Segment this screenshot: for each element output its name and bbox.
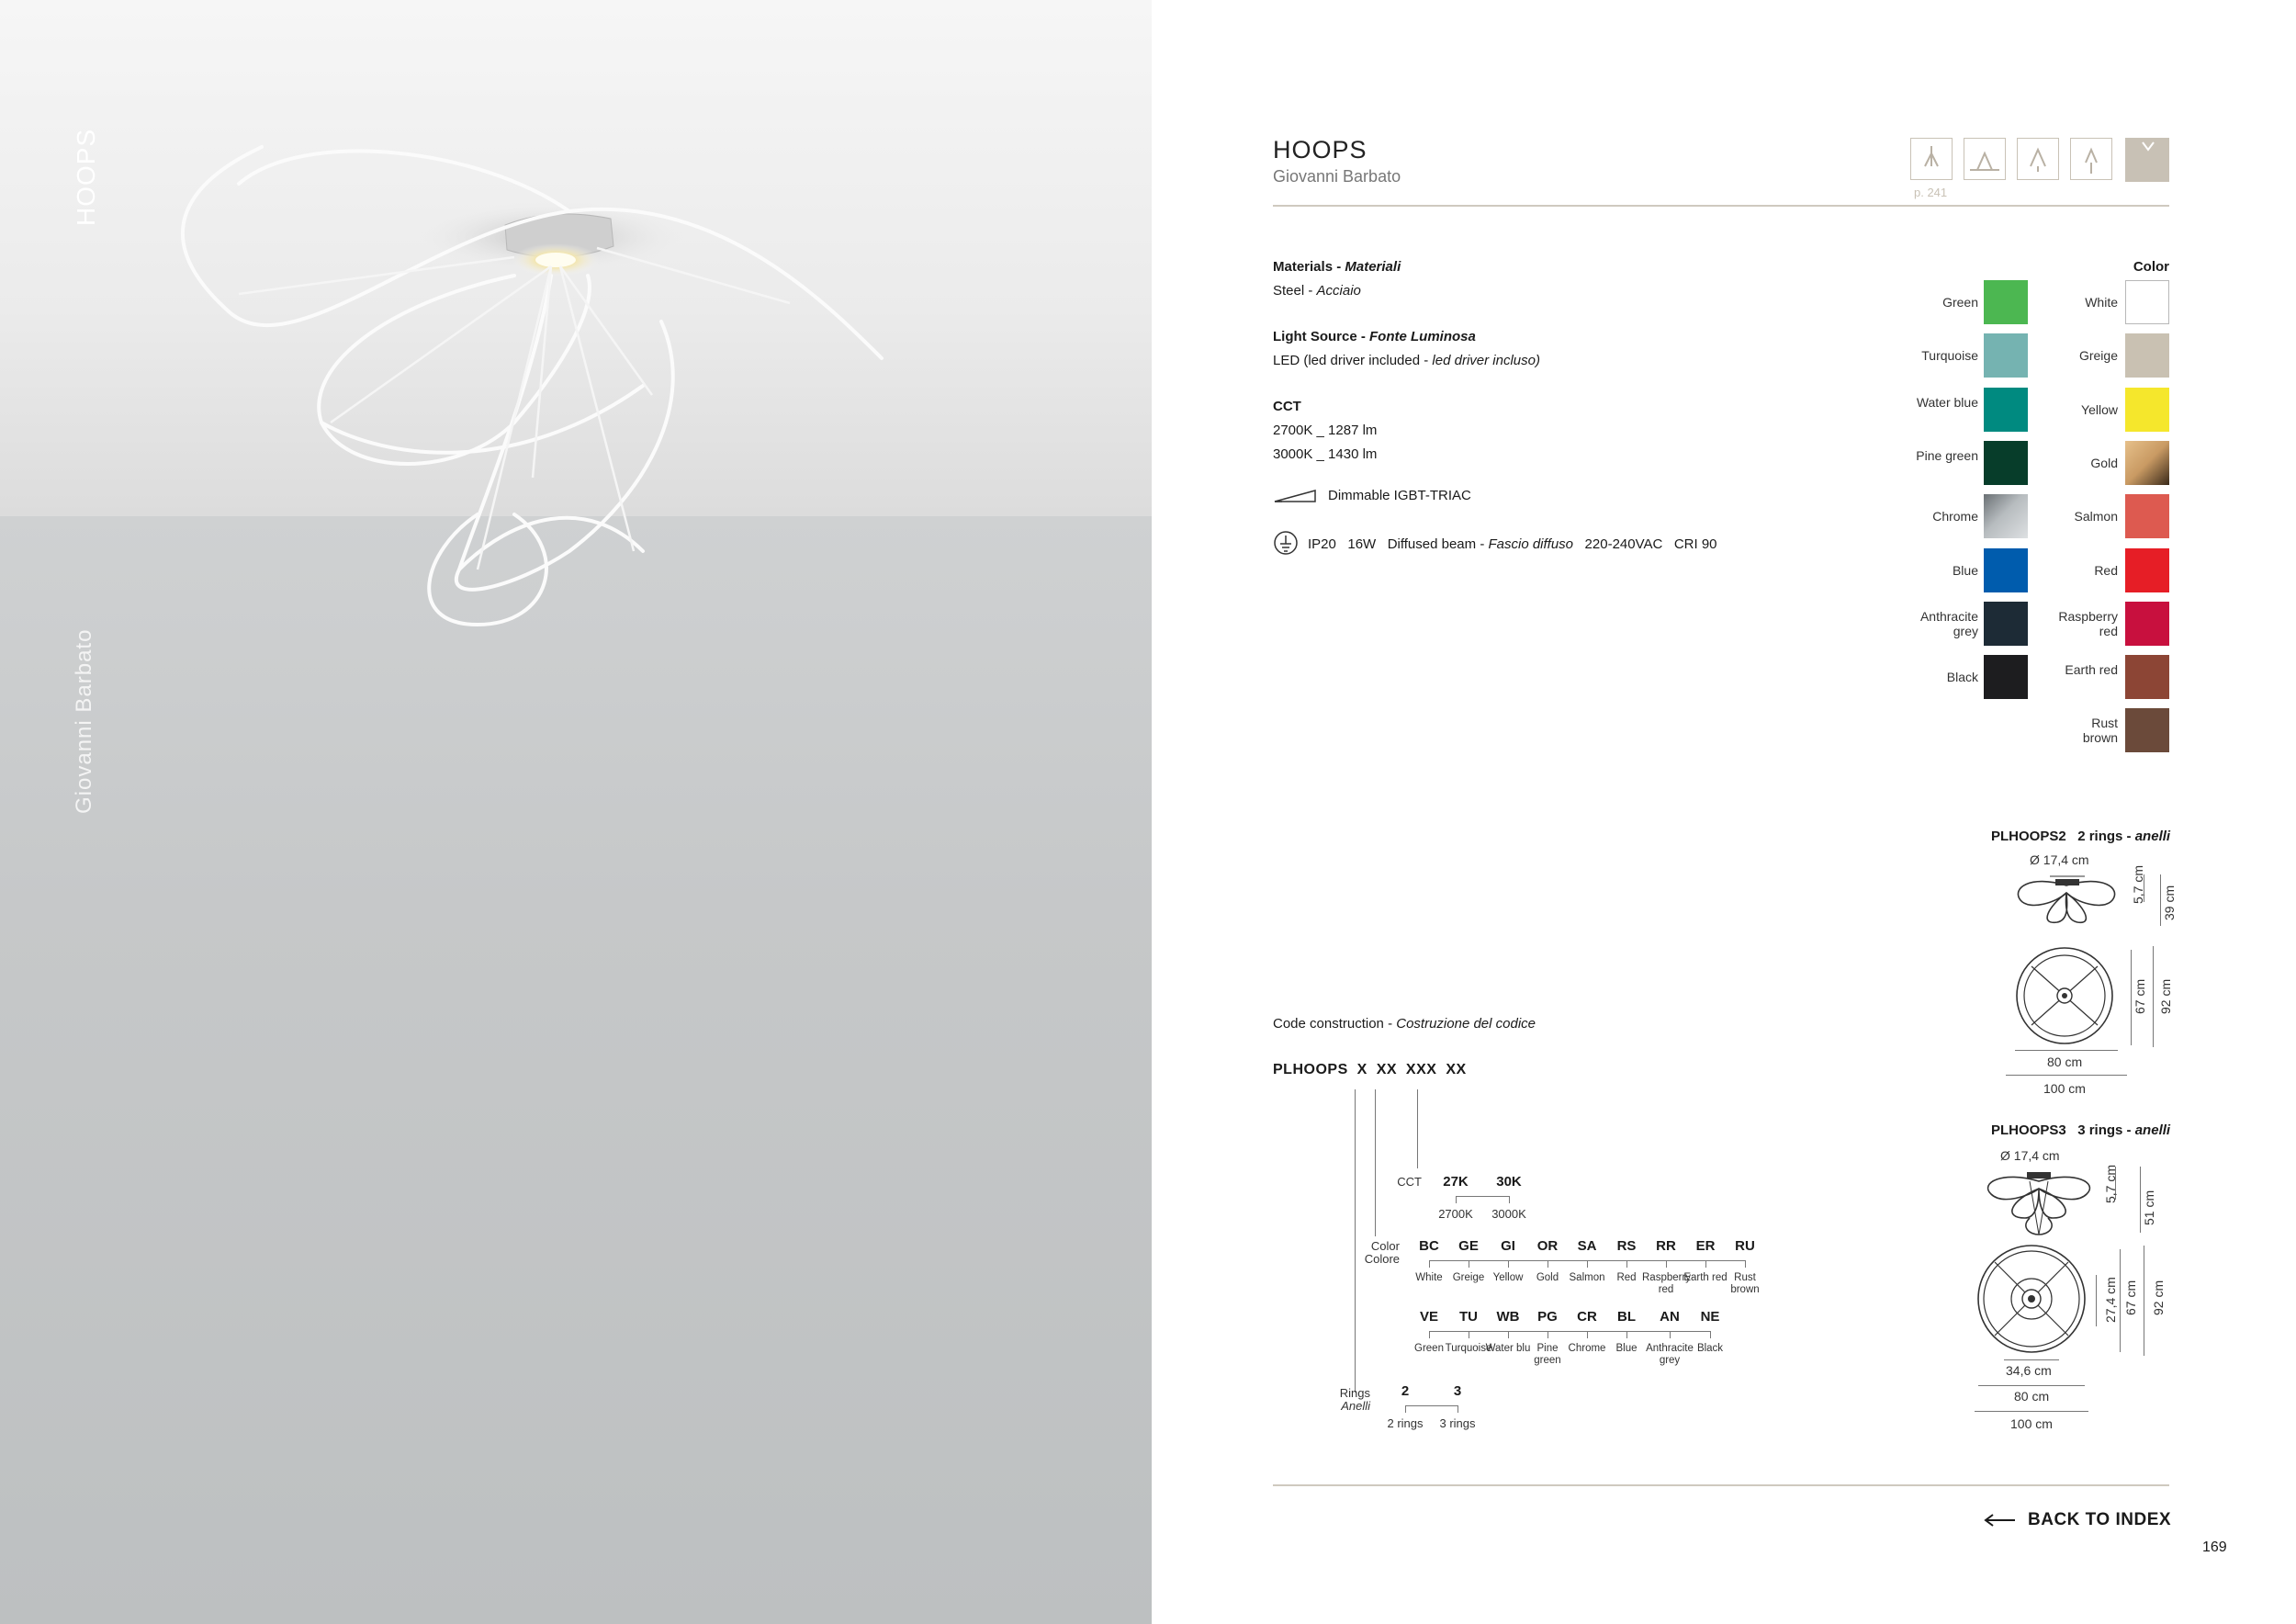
color-tick [1587,1260,1588,1268]
model2-h2-line [2140,1167,2141,1233]
cct-code-value: 3000K [1491,1207,1526,1221]
color-tick [1508,1260,1509,1268]
swatch-anthracite-grey[interactable] [1984,602,2028,646]
cct-tick [1509,1196,1510,1203]
color-code-value: Yellow [1492,1272,1524,1283]
swatch-label: Water blue [1916,394,1978,410]
swatch-label: Red [2094,562,2118,578]
swatch-pine-green[interactable] [1984,441,2028,485]
page-reference[interactable]: p. 241 [1914,186,1948,199]
color-tick [1429,1260,1430,1268]
swatch-label: Blue [1952,562,1978,578]
swatch-earth-red[interactable] [2125,655,2169,699]
swatch-water-blue[interactable] [1984,388,2028,432]
color-code-value: Red [1616,1272,1637,1283]
color-code-value: Chrome [1568,1343,1606,1354]
color-code-value: Salmon [1569,1272,1605,1283]
color-tick [1626,1331,1627,1338]
color-heading: Color [2133,259,2169,275]
rings-tick [1405,1405,1406,1413]
swatch-greige[interactable] [2125,333,2169,378]
materials-value: Steel - Acciaio [1273,283,1361,299]
swatch-label: White [2085,295,2118,310]
model2-w1: 80 cm [2014,1389,2050,1404]
materials-heading: Materials - Materiali [1273,259,1401,275]
model1-top-view [2011,946,2122,1049]
dimmable-icon [1273,487,1319,510]
ground-symbol-icon [1273,530,1299,560]
rings-code-value: 2 rings [1387,1416,1424,1430]
code-construction-title: Code construction - Costruzione del codice [1273,1016,1536,1032]
color-code-key: BC [1419,1238,1439,1254]
model1-h1: 5,7 cm [2131,864,2145,904]
swatch-white[interactable] [2125,280,2169,324]
swatch-label: Greige [2078,348,2118,364]
color-code-value: Gold [1536,1272,1559,1283]
swatch-red[interactable] [2125,548,2169,592]
color-code-key: CR [1577,1309,1597,1325]
model2-w0: 34,6 cm [2006,1363,2052,1378]
cct-tick [1456,1196,1457,1203]
color-code-key: RU [1735,1238,1755,1254]
swatch-turquoise[interactable] [1984,333,2028,378]
light-source-value: LED (led driver included - led driver incluso) [1273,353,1540,368]
cct-value: 3000K _ 1430 lm [1273,446,1378,462]
arrow-left-icon [1984,1513,2017,1528]
cct-heading: CCT [1273,399,1301,414]
floor-lamp-icon[interactable] [2070,138,2112,180]
designer-name: Giovanni Barbato [1273,167,1401,186]
color-code-key: WB [1496,1309,1520,1325]
tree-line-color [1375,1089,1376,1236]
color-code-key: VE [1419,1309,1438,1325]
model1-heading: PLHOOPS2 2 rings - anelli [1991,829,2171,844]
color-code-value: Raspberry red [1642,1272,1692,1295]
rings-bracket [1405,1405,1458,1406]
swatch-label: Earth red [2065,662,2118,678]
swatch-black[interactable] [1984,655,2028,699]
swatch-label: Salmon [2074,509,2118,524]
swatch-label: Black [1946,670,1978,685]
color-code-value: Water blu [1485,1343,1531,1354]
model2-h1: 5,7 cm [2103,1164,2118,1203]
model2-w2: 100 cm [2010,1416,2053,1431]
product-title: HOOPS [1273,136,1367,164]
color-code-key: TU [1459,1309,1478,1325]
color-code-value: Black [1696,1343,1724,1354]
color-label: Color Colore [1364,1239,1400,1266]
vertical-designer-name: Giovanni Barbato [72,628,96,814]
model2-diameter: Ø 17,4 cm [2000,1148,2060,1163]
model1-h2-line [2160,874,2161,926]
swatch-yellow[interactable] [2125,388,2169,432]
rings-code-key: 3 [1453,1383,1462,1399]
dimmable-text: Dimmable IGBT-TRIAC [1328,488,1471,503]
page-number: 169 [2202,1539,2227,1555]
swatch-salmon[interactable] [2125,494,2169,538]
swatch-label: Anthracite grey [1919,608,1978,638]
model1-d2-line [2153,946,2154,1047]
color-bracket-2 [1429,1331,1710,1332]
wall-lamp-icon[interactable] [1964,138,2006,180]
rings-code-key: 2 [1401,1383,1410,1399]
color-code-value: Blue [1615,1343,1638,1354]
color-code-value: Pine green [1534,1343,1561,1366]
back-to-index-label: BACK TO INDEX [2028,1510,2172,1529]
model1-diameter: Ø 17,4 cm [2030,852,2089,867]
swatch-label: Pine green [1916,447,1978,463]
footer-divider [1273,1484,2169,1486]
color-code-value: Green [1414,1343,1444,1354]
rings-label: Rings Anelli [1339,1386,1370,1413]
color-tick [1429,1331,1430,1338]
vertical-product-title: HOOPS [72,128,100,226]
swatch-blue[interactable] [1984,548,2028,592]
color-tick [1666,1260,1667,1268]
color-code-key: OR [1536,1238,1559,1254]
light-source-heading: Light Source - Fonte Luminosa [1273,329,1476,344]
model1-side-view [2002,865,2131,930]
color-code-key: NE [1700,1309,1720,1325]
cct-bracket [1456,1196,1509,1197]
color-code-key: RR [1656,1238,1676,1254]
technical-specs-line: IP20 16W Diffused beam - Fascio diffuso 220-240VAC CRI 90 [1308,536,1717,552]
swatch-label: Chrome [1932,509,1978,524]
model2-d2: 92 cm [2151,1280,2166,1315]
swatch-label: Green [1942,295,1978,310]
swatch-label: Yellow [2081,401,2118,417]
model1-w1-line [2015,1050,2118,1051]
swatch-gold[interactable] [2125,441,2169,485]
model2-d1: 67 cm [2123,1280,2138,1315]
model2-d0: 27,4 cm [2103,1277,2118,1323]
color-code-key: BL [1617,1309,1636,1325]
model2-w0-line [2004,1359,2059,1360]
model2-heading: PLHOOPS3 3 rings - anelli [1991,1122,2171,1138]
cct-label: CCT [1397,1175,1422,1189]
color-tick [1745,1260,1746,1268]
swatch-raspberry-red[interactable] [2125,602,2169,646]
model1-w1: 80 cm [2047,1054,2083,1069]
color-tick [1626,1260,1627,1268]
model2-w2-line [1975,1411,2088,1412]
cct-code-value: 2700K [1438,1207,1473,1221]
color-code-value: Rust brown [1730,1272,1760,1295]
cct-code-key: 27K [1443,1174,1469,1190]
color-code-value: Anthracite grey [1646,1343,1694,1366]
tree-line-cct [1417,1089,1418,1168]
color-code-key: ER [1695,1238,1716,1254]
model2-d0-line [2096,1275,2097,1326]
color-code-key: PG [1537,1309,1558,1325]
color-code-value: White [1415,1272,1443,1283]
swatch-label: Gold [2090,455,2118,470]
category-tab-icon[interactable] [2125,138,2169,182]
color-code-value: Earth red [1683,1272,1728,1283]
color-code-key: AN [1660,1309,1680,1325]
color-tick [1587,1331,1588,1338]
model1-w2-line [2006,1075,2127,1076]
model1-d1-line [2131,950,2132,1045]
color-code-value: Turquoise [1445,1343,1492,1354]
code-pattern: PLHOOPS X XX XXX XX [1273,1062,1467,1077]
cct-code-key: 30K [1496,1174,1522,1190]
color-code-value: Greige [1452,1272,1485,1283]
ceiling-lamp-icon[interactable] [1910,138,1953,180]
model2-d1-line [2120,1249,2121,1352]
model2-w1-line [1978,1385,2085,1386]
header-divider [1273,205,2169,207]
back-to-index-link[interactable] [1984,1510,2171,1530]
model1-d2: 92 cm [2158,978,2173,1014]
color-tick [1710,1331,1711,1338]
color-code-key: SA [1577,1238,1597,1254]
table-lamp-icon[interactable] [2017,138,2059,180]
color-tick [1670,1331,1671,1338]
color-tick [1508,1331,1509,1338]
swatch-label: Turquoise [1921,348,1978,364]
color-bracket-1 [1429,1260,1745,1261]
swatch-label: Raspberry red [2058,608,2118,638]
swatch-label: Rust brown [2082,716,2118,746]
model1-h2: 39 cm [2162,885,2177,920]
color-code-key: GI [1501,1238,1515,1254]
color-code-key: GE [1458,1238,1479,1254]
swatch-rust-brown[interactable] [2125,708,2169,752]
model1-d1: 67 cm [2133,978,2147,1014]
color-code-key: RS [1616,1238,1637,1254]
color-tick [1705,1260,1706,1268]
swatch-chrome[interactable] [1984,494,2028,538]
model2-side-view [1975,1163,2103,1238]
model2-top-view [1975,1244,2092,1359]
model1-w2: 100 cm [2043,1081,2086,1096]
swatch-green[interactable] [1984,280,2028,324]
model2-h2: 51 cm [2142,1190,2156,1225]
rings-code-value: 3 rings [1439,1416,1476,1430]
cct-value: 2700K _ 1287 lm [1273,423,1378,438]
